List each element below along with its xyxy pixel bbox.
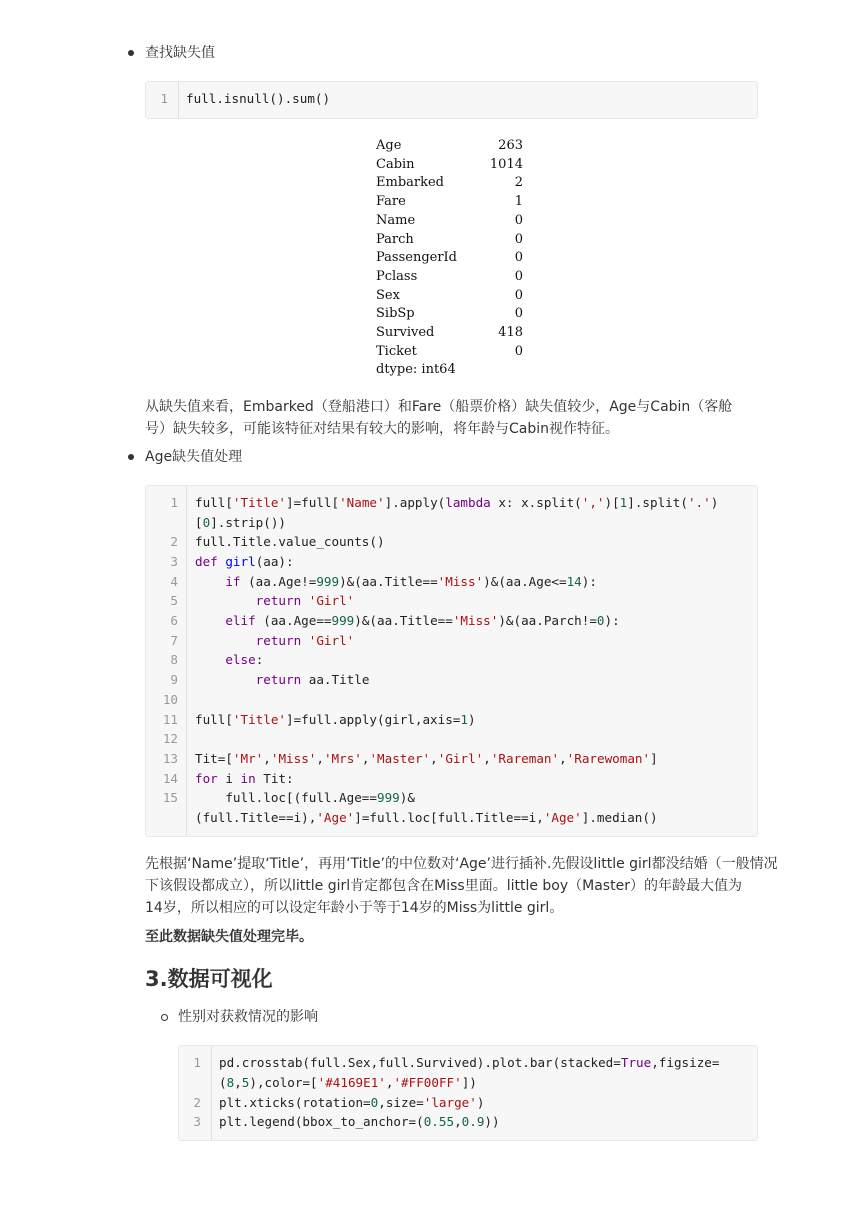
code-line: if (aa.Age!=999)&(aa.Title=='Miss')&(aa.Age<=14): — [225, 574, 597, 589]
code-line: full.isnull().sum() — [186, 91, 331, 106]
code-line: def girl(aa): — [195, 554, 294, 569]
code-line: [0].strip()) — [195, 515, 287, 530]
bullet-dot — [128, 50, 134, 56]
line-number: 4 — [170, 574, 178, 589]
paragraph-title-imputation-1: 先根据‘Name’提取‘Title’，再用‘Title’的中位数对‘Age’进行插补.先假设little girl都没结婚（一般情况 — [145, 856, 778, 872]
line-number: 6 — [170, 613, 178, 628]
code-line: for i in Tit: — [195, 771, 294, 786]
code-block-crosstab-plot[interactable] — [178, 1045, 758, 1141]
output-row: Ticket 0 — [376, 343, 523, 359]
line-number: 5 — [170, 593, 178, 608]
line-number: 2 — [193, 1095, 201, 1110]
line-number: 3 — [193, 1114, 201, 1129]
code-line: plt.legend(bbox_to_anchor=(0.55,0.9)) — [219, 1114, 500, 1129]
bold-note-done: 至此数据缺失值处理完毕。 — [145, 929, 313, 945]
code-line: elif (aa.Age==999)&(aa.Title=='Miss')&(aa.Parch!=0): — [225, 613, 620, 628]
code-line: plt.xticks(rotation=0,size='large') — [219, 1095, 485, 1110]
line-number: 11 — [162, 712, 178, 727]
line-number: 7 — [170, 633, 178, 648]
code-line: (8,5),color=['#4169E1','#FF00FF']) — [219, 1075, 477, 1090]
line-number: 2 — [170, 534, 178, 549]
code-line: return 'Girl' — [255, 633, 355, 648]
output-row: Pclass 0 — [376, 268, 523, 284]
output-row: Parch 0 — [376, 231, 523, 247]
code-line: full.Title.value_counts() — [195, 534, 385, 549]
section-heading-visualization: 3.数据可视化 — [145, 967, 273, 991]
code-line: (full.Title==i),'Age']=full.loc[full.Title==i,'Age'].median() — [195, 810, 658, 825]
code-line: full['Title']=full['Name'].apply(lambda x: x.split(',')[1].split('.') — [195, 495, 719, 510]
output-dtype: dtype: int64 — [376, 362, 456, 378]
sub-bullet-text-sex-survival: 性别对获救情况的影响 — [178, 1009, 318, 1025]
output-row: PassengerId 0 — [376, 250, 523, 266]
line-number: 1 — [170, 495, 178, 510]
code-block-age-imputation[interactable] — [145, 485, 758, 837]
paragraph-title-imputation-3: 14岁，所以相应的可以设定年龄小于等于14岁的Miss为little girl。 — [145, 900, 564, 916]
code-line: else: — [225, 652, 264, 667]
line-number: 13 — [162, 751, 178, 766]
bullet-text-find-missing: 查找缺失值 — [145, 45, 215, 61]
code-line: return 'Girl' — [255, 593, 355, 608]
line-number: 14 — [162, 771, 178, 786]
code-line: return aa.Title — [255, 672, 370, 687]
paragraph-title-imputation-2: 下该假设都成立），所以little girl肯定都包含在Miss里面。little boy（Master）的年龄最大值为 — [145, 878, 742, 894]
output-row: Sex 0 — [376, 287, 523, 303]
output-row: Survived 418 — [376, 325, 523, 340]
paragraph-missing-summary-1: 从缺失值来看，Embarked（登船港口）和Fare（船票价格）缺失值较少，Age与Cabin（客舱 — [145, 399, 733, 415]
code-block-isnull[interactable] — [145, 81, 758, 119]
output-row: Fare 1 — [376, 194, 523, 210]
output-row: Embarked 2 — [376, 175, 523, 191]
bullet-text-age-missing: Age缺失值处理 — [145, 449, 243, 465]
output-row: SibSp 0 — [376, 306, 523, 322]
line-number: 10 — [162, 692, 178, 707]
line-number: 15 — [162, 790, 178, 805]
bullet-dot — [128, 454, 134, 460]
bullet-circle — [161, 1014, 168, 1021]
output-row: Age 263 — [376, 138, 523, 153]
line-number: 12 — [162, 731, 178, 746]
code-line: full['Title']=full.apply(girl,axis=1) — [195, 712, 476, 727]
output-row: Cabin 1014 — [376, 156, 523, 172]
line-number: 1 — [193, 1055, 201, 1070]
code-line: Tit=['Mr','Miss','Mrs','Master','Girl','Rareman','Rarewoman'] — [195, 751, 658, 766]
line-number: 9 — [170, 672, 178, 687]
line-number: 1 — [160, 91, 168, 106]
line-number: 3 — [170, 554, 178, 569]
code-line: full.loc[(full.Age==999)& — [195, 790, 415, 805]
output-row: Name 0 — [376, 212, 523, 228]
code-line: pd.crosstab(full.Sex,full.Survived).plot.bar(stacked=True,figsize= — [219, 1055, 720, 1070]
line-number: 8 — [170, 652, 178, 667]
paragraph-missing-summary-2: 号）缺失较多，可能该特征对结果有较大的影响，将年龄与Cabin视作特征。 — [145, 421, 620, 437]
